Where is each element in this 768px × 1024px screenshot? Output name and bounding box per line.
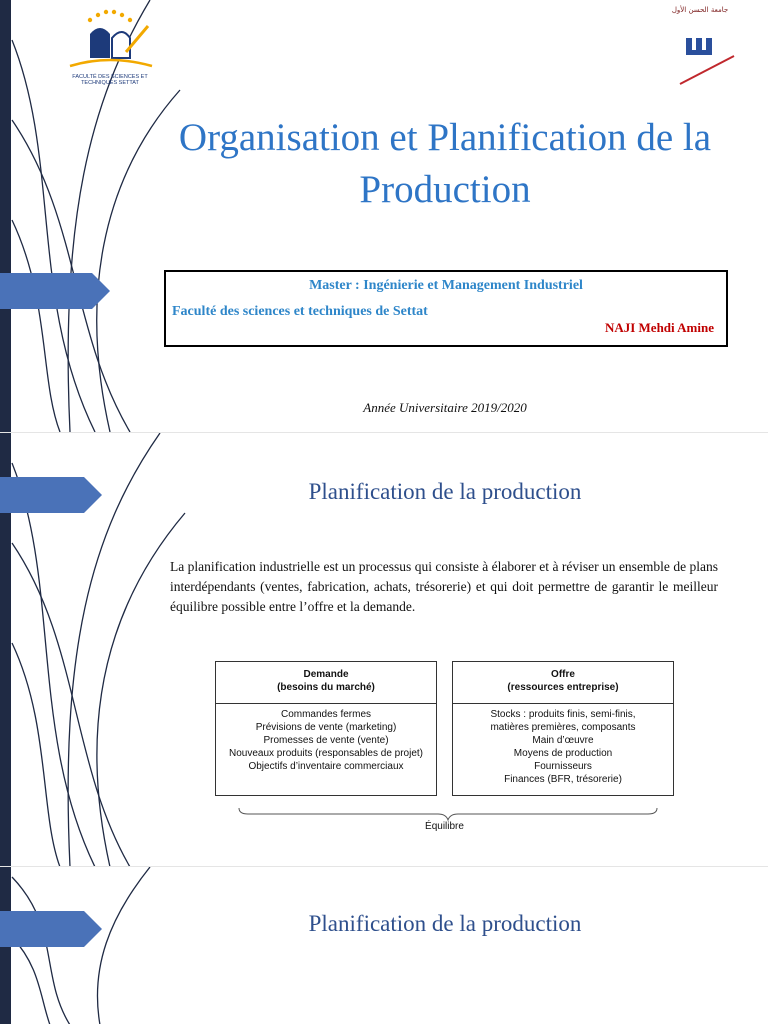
demand-title: Demande	[303, 669, 349, 680]
title-slide	[0, 0, 768, 432]
presentation-title: Organisation et Planification de la Production	[178, 116, 712, 211]
list-item: Main d’œuvre	[532, 735, 594, 746]
list-item: Objectifs d’inventaire commerciaux	[248, 761, 404, 772]
next-slide-preview	[0, 866, 768, 1024]
list-item: Promesses de vente (vente)	[263, 735, 389, 746]
arrow-tab-icon	[0, 273, 112, 309]
list-item: Commandes fermes	[280, 709, 372, 720]
offer-header	[453, 662, 673, 704]
curly-brace-icon	[238, 807, 658, 821]
list-item: Stocks : produits finis, semi-finis,	[490, 709, 636, 720]
university-logo	[660, 6, 740, 86]
university-logo-caption: جامعة الحسن الأول	[671, 6, 729, 14]
faculty-name: Faculté des sciences et techniques de Settat	[172, 304, 428, 319]
arrow-tab-icon	[0, 477, 104, 513]
offer-list	[453, 704, 673, 786]
list-item: Moyens de production	[513, 748, 613, 759]
demand-list	[216, 704, 436, 773]
offer-title: Offre	[551, 669, 575, 680]
list-item: Fournisseurs	[534, 761, 592, 772]
demand-header	[216, 662, 436, 704]
list-item: Prévisions de vente (marketing)	[255, 722, 397, 733]
master-program: Master : Ingénierie et Management Industriel	[309, 278, 583, 293]
offer-subtitle: (ressources entreprise)	[507, 682, 619, 693]
fst-logo-caption: FACULTÉ DES SCIENCES ET TECHNIQUES SETTAT	[72, 74, 148, 86]
demand-subtitle: (besoins du marché)	[277, 682, 375, 693]
course-info-box	[164, 270, 728, 347]
balance-label: Équilibre	[425, 821, 464, 832]
list-item: Nouveaux produits (responsables de projet)	[229, 748, 423, 759]
academic-year: Année Universitaire 2019/2020	[363, 400, 527, 415]
list-item: matières premières, composants	[490, 722, 636, 733]
offer-box	[452, 661, 674, 796]
definition-paragraph: La planification industrielle est un processus qui consiste à élaborer et à réviser un ensemble de plans interdépendants (ventes, fabrication, achats, trésorerie) et qui doit permettre de garantir le meilleur équilibre possible entre l’offre et la demande.	[170, 559, 718, 614]
slide-title: Planification de la production	[308, 911, 582, 936]
slide-title: Planification de la production	[308, 479, 582, 504]
planning-slide	[0, 432, 768, 866]
list-item: Finances (BFR, trésorerie)	[504, 774, 622, 785]
arrow-tab-icon	[0, 911, 104, 947]
author-name: NAJI Mehdi Amine	[604, 320, 714, 335]
demand-box	[215, 661, 437, 796]
